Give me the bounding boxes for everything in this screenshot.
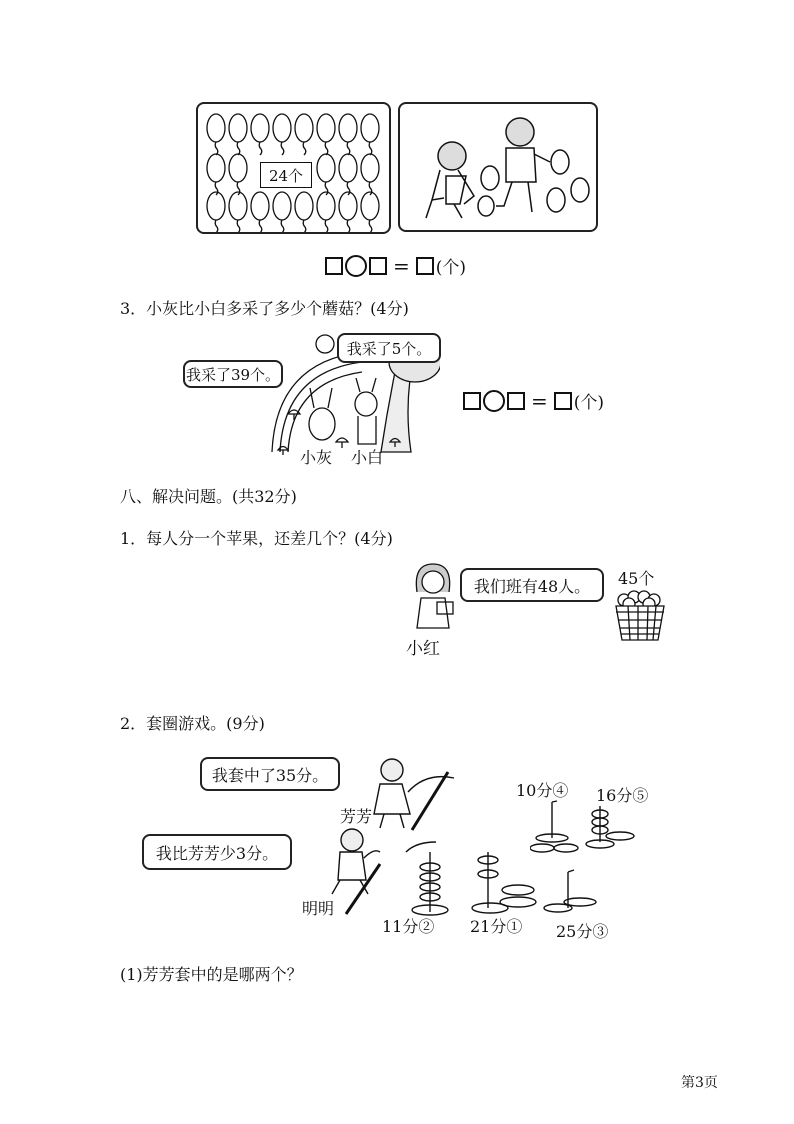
name-xiaohong: 小红 <box>406 639 440 659</box>
bubble-xiaohong-text: 我们班有48人。 <box>473 576 591 596</box>
target-label-2: 11分② <box>382 917 435 936</box>
equals-sign: = <box>531 388 548 413</box>
target-label-1: 21分① <box>470 917 523 936</box>
answer-box[interactable] <box>369 257 387 275</box>
target-label-5: 16分⑤ <box>596 786 649 805</box>
name-xiaohui: 小灰 <box>300 448 333 467</box>
target-label-4: 10分④ <box>516 781 569 800</box>
q1-question: 1．每人分一个苹果，还差几个？(4分) <box>120 529 393 548</box>
q3-question: 3．小灰比小白多采了多少个蘑菇？(4分) <box>120 299 409 318</box>
apple-basket-icon <box>612 588 668 642</box>
balloon-count-box <box>260 162 312 188</box>
q2-question: 2．套圈游戏。(9分) <box>120 714 265 733</box>
section8-title: 八、解决问题。(共32分) <box>120 487 297 506</box>
name-fangfang: 芳芳 <box>340 807 373 826</box>
bubble-mingming-text: 我比芳芳少3分。 <box>155 843 279 863</box>
answer-box[interactable] <box>325 257 343 275</box>
kids-panel <box>398 102 598 232</box>
equals-sign: = <box>393 253 410 278</box>
balloons-panel <box>196 102 391 234</box>
bubble-xiaobai-text: 我采了5个。 <box>346 339 432 358</box>
bubble-mingming <box>142 834 292 870</box>
equation-unit: (个) <box>573 393 605 413</box>
operator-circle[interactable] <box>483 390 505 412</box>
bubble-xiaohui-text: 我采了39个。 <box>185 365 281 384</box>
operator-circle[interactable] <box>345 255 367 277</box>
name-mingming: 明明 <box>302 899 335 918</box>
bubble-xiaobai <box>337 333 441 363</box>
upper-targets-illustration <box>530 800 660 860</box>
name-xiaobai: 小白 <box>351 448 384 467</box>
q2-sub1: (1)芳芳套中的是哪两个？ <box>120 965 303 984</box>
answer-box[interactable] <box>463 392 481 410</box>
balloon-count-label: 24个 <box>268 166 304 185</box>
q3-equation <box>463 388 604 413</box>
answer-box[interactable] <box>507 392 525 410</box>
target-label-3: 25分③ <box>556 922 609 941</box>
kids-balloons-illustration <box>400 104 596 230</box>
answer-box[interactable] <box>554 392 572 410</box>
answer-box[interactable] <box>416 257 434 275</box>
top-equation <box>325 253 466 278</box>
page-number: 第3页 <box>681 1075 718 1091</box>
bubble-xiaohong <box>460 568 604 602</box>
bubble-fangfang-text: 我套中了35分。 <box>211 765 329 785</box>
apples-count-label: 45个 <box>618 569 655 588</box>
bubble-xiaohui <box>183 360 283 388</box>
xiaohong-illustration <box>407 562 459 632</box>
equation-unit: (个) <box>435 258 467 278</box>
